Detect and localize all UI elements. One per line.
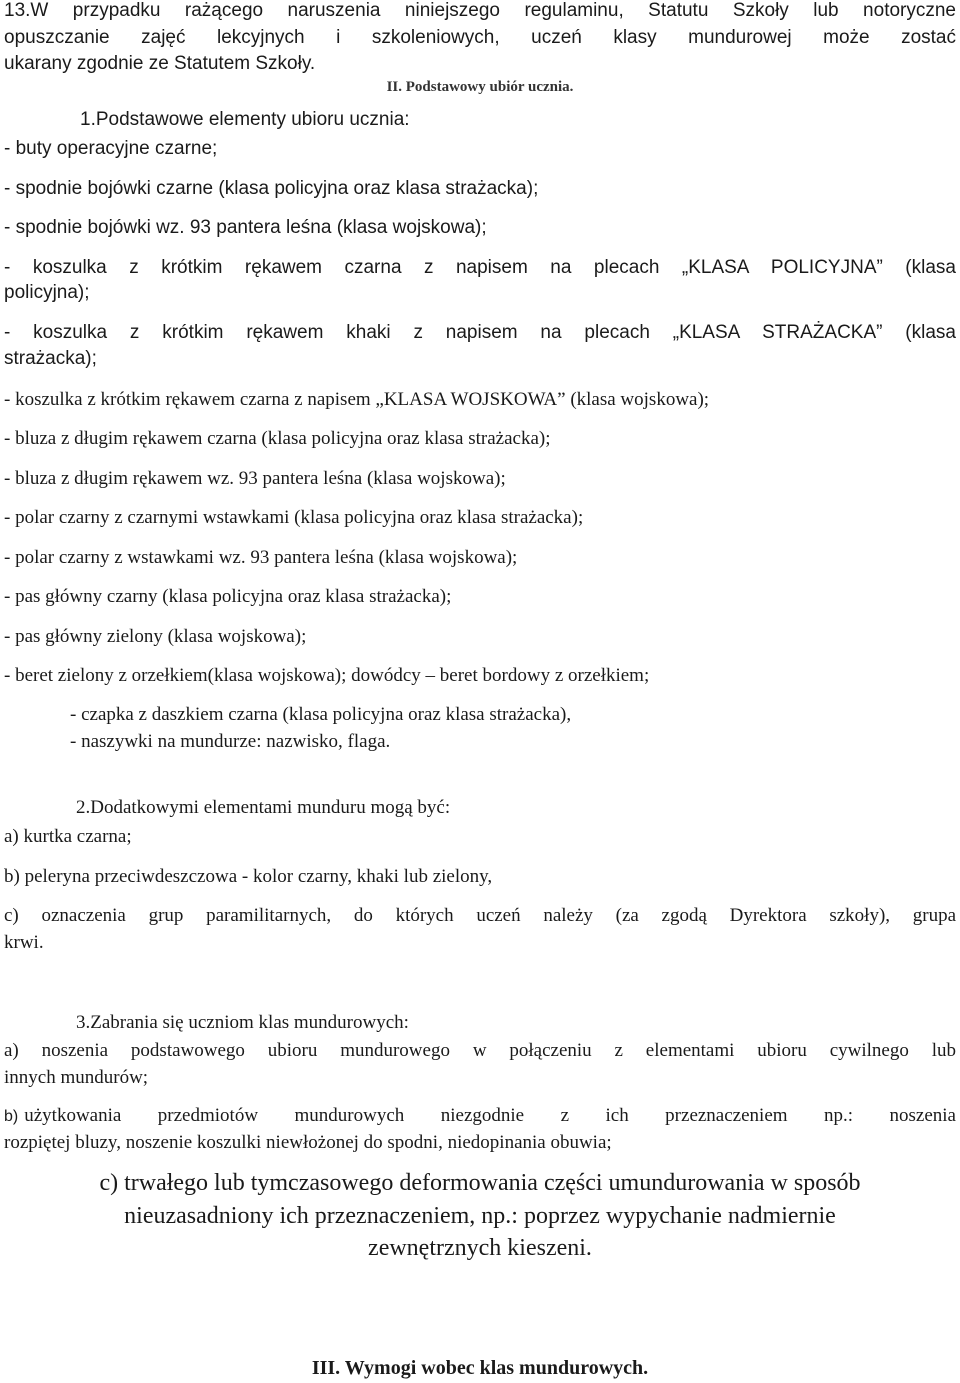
subsection-heading xyxy=(76,1012,956,1034)
subsection-heading xyxy=(80,109,956,131)
section-heading: III. Wymogi wobec klas mundurowych. xyxy=(311,1357,649,1379)
list-item: - koszulka z krótkim rękawem czarna z napisem na plecach „KLASA POLICYJNA” (klasa xyxy=(4,257,956,278)
list-item: rozpiętej bluzy, noszenie koszulki niewłożonej do spodni, niedopinania obuwia; xyxy=(4,1132,612,1153)
item-label: b) xyxy=(4,1108,19,1125)
subsection-heading xyxy=(76,797,956,819)
list-item xyxy=(4,1105,956,1129)
list-item: - pas główny czarny (klasa policyjna oraz klasa strażacka); xyxy=(4,586,452,607)
paragraph-13-line: ukarany zgodnie ze Statutem Szkoły. xyxy=(4,53,316,74)
list-item: - koszulka z krótkim rękawem czarna z napisem „KLASA WOJSKOWA” (klasa wojskowa); xyxy=(4,389,710,410)
heading-number: 1. xyxy=(80,109,96,130)
list-item: b) peleryna przeciwdeszczowa - kolor czarny, khaki lub zielony, xyxy=(4,866,493,887)
list-item: - beret zielony z orzełkiem(klasa wojskowa); dowódcy – beret bordowy z orzełkiem; xyxy=(4,665,650,686)
list-item: - czapka z daszkiem czarna (klasa policyjna oraz klasa strażacka), xyxy=(70,704,572,725)
heading-number: 2. xyxy=(76,797,91,818)
section-heading: II. Podstawowy ubiór ucznia. xyxy=(386,79,574,95)
list-item: - polar czarny z czarnymi wstawkami (klasa policyjna oraz klasa strażacka); xyxy=(4,507,584,528)
paragraph-13-line: opuszczanie zajęć lekcyjnych i szkoleniowych, uczeń klasy mundurowej może zostać xyxy=(4,27,956,48)
list-item: innych mundurów; xyxy=(4,1067,149,1088)
heading-text: Dodatkowymi elementami munduru mogą być: xyxy=(90,797,451,818)
list-item: krwi. xyxy=(4,932,44,953)
heading-number: 3. xyxy=(76,1012,91,1033)
paragraph-13-line: 13.W przypadku rażącego naruszenia niniejszego regulaminu, Statutu Szkoły lub notoryczne xyxy=(4,0,956,21)
list-item: c) oznaczenia grup paramilitarnych, do których uczeń należy (za zgodą Dyrektora szkoły), grupa xyxy=(4,905,956,926)
list-item: - spodnie bojówki czarne (klasa policyjna oraz klasa strażacka); xyxy=(4,178,539,199)
list-item: a) kurtka czarna; xyxy=(4,826,132,847)
item-text: użytkowania przedmiotów mundurowych niezgodnie z ich przeznaczeniem np.: noszenia xyxy=(24,1105,956,1126)
list-item: - naszywki na mundurze: nazwisko, flaga. xyxy=(70,731,391,752)
list-item: zewnętrznych kieszeni. xyxy=(368,1235,592,1261)
heading-text: Podstawowe elementy ubioru ucznia: xyxy=(95,109,410,130)
list-item: - bluza z długim rękawem czarna (klasa policyjna oraz klasa strażacka); xyxy=(4,428,551,449)
list-item: - polar czarny z wstawkami wz. 93 pantera leśna (klasa wojskowa); xyxy=(4,547,518,568)
list-item: - buty operacyjne czarne; xyxy=(4,138,218,159)
list-item: nieuzasadniony ich przeznaczeniem, np.: poprzez wypychanie nadmiernie xyxy=(124,1203,836,1229)
list-item: policyjna); xyxy=(4,282,90,303)
list-item: a) noszenia podstawowego ubioru mundurowego w połączeniu z elementami ubioru cywilnego lub xyxy=(4,1040,956,1061)
list-item: c) trwałego lub tymczasowego deformowania części umundurowania w sposób xyxy=(99,1170,861,1196)
heading-text: Zabrania się uczniom klas mundurowych: xyxy=(90,1012,409,1033)
list-item: - bluza z długim rękawem wz. 93 pantera leśna (klasa wojskowa); xyxy=(4,468,506,489)
list-item: strażacka); xyxy=(4,348,97,369)
list-item: - koszulka z krótkim rękawem khaki z napisem na plecach „KLASA STRAŻACKA” (klasa xyxy=(4,322,956,343)
list-item: - spodnie bojówki wz. 93 pantera leśna (klasa wojskowa); xyxy=(4,217,487,238)
list-item: - pas główny zielony (klasa wojskowa); xyxy=(4,626,307,647)
